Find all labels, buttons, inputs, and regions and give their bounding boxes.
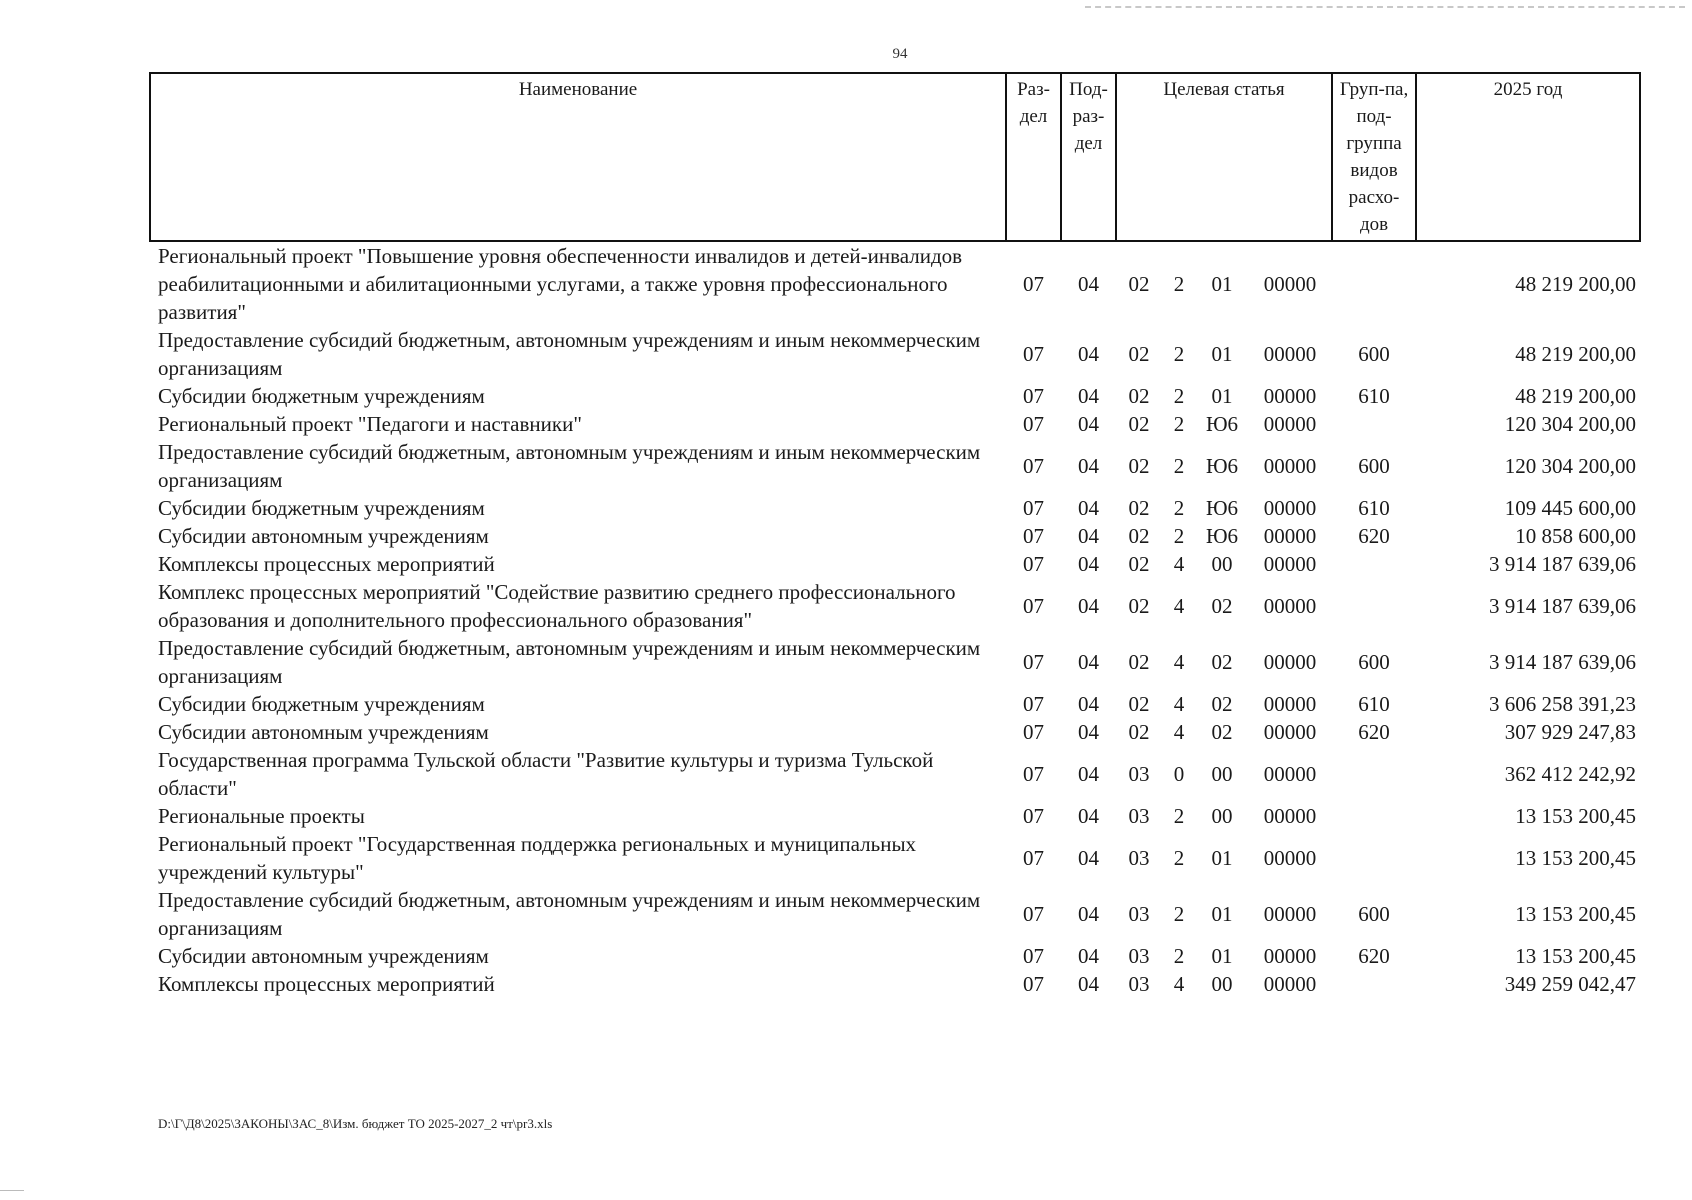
row-name: Предоставление субсидий бюджетным, автономным учреждениям и иным некоммерческим организациям — [158, 888, 981, 940]
row-name: Региональный проект "Повышение уровня обеспеченности инвалидов и детей-инвалидов реабилитационными и абилитационными услугами, а также уровня профессионального развития" — [158, 244, 963, 324]
row-podrazdel: 04 — [1078, 384, 1099, 408]
row-target-direction: 00000 — [1263, 454, 1317, 478]
row-razdel: 07 — [1023, 762, 1044, 786]
table-row — [150, 802, 1640, 830]
row-target-type: 4 — [1173, 594, 1185, 618]
row-target-type: 2 — [1173, 412, 1185, 436]
row-target-project: 01 — [1211, 384, 1233, 408]
row-podrazdel: 04 — [1078, 692, 1099, 716]
row-name: Субсидии автономным учреждениям — [158, 720, 489, 744]
row-target-type: 2 — [1173, 804, 1185, 828]
table-row — [150, 494, 1640, 522]
row-expense-group: 610 — [1358, 692, 1390, 716]
row-target-direction: 00000 — [1263, 944, 1317, 968]
row-name: Предоставление субсидий бюджетным, автономным учреждениям и иным некоммерческим организациям — [158, 328, 981, 380]
row-amount: 48 219 200,00 — [1515, 384, 1637, 408]
row-expense-group — [1332, 410, 1416, 438]
row-target-direction: 00000 — [1263, 692, 1317, 716]
row-target-project: 01 — [1211, 846, 1233, 870]
row-name: Региональные проекты — [158, 804, 365, 828]
row-expense-group — [1332, 578, 1416, 634]
row-razdel: 07 — [1023, 804, 1044, 828]
row-target-direction: 00000 — [1263, 384, 1317, 408]
row-amount: 13 153 200,45 — [1515, 902, 1637, 926]
row-target-project: 02 — [1211, 692, 1233, 716]
table-row — [150, 690, 1640, 718]
row-razdel: 07 — [1023, 524, 1044, 548]
row-target-program: 02 — [1128, 272, 1150, 296]
row-target-project: 01 — [1211, 342, 1233, 366]
row-target-type: 2 — [1173, 846, 1185, 870]
row-podrazdel: 04 — [1078, 902, 1099, 926]
row-target-program: 02 — [1128, 594, 1150, 618]
row-amount: 307 929 247,83 — [1504, 720, 1637, 744]
row-target-project: 00 — [1211, 762, 1233, 786]
row-name: Комплекс процессных мероприятий "Содействие развитию среднего профессионального образования и дополнительного профессионального образования" — [158, 580, 956, 632]
row-expense-group: 600 — [1358, 650, 1390, 674]
header-year: 2025 год — [1416, 73, 1640, 241]
row-target-program: 02 — [1128, 524, 1150, 548]
header-razdel: Раз-дел — [1006, 73, 1061, 241]
row-target-type: 4 — [1173, 972, 1185, 996]
header-name: Наименование — [150, 73, 1006, 241]
scan-artifact — [0, 1190, 24, 1191]
row-expense-group — [1332, 550, 1416, 578]
row-expense-group: 610 — [1358, 384, 1390, 408]
row-target-program: 02 — [1128, 650, 1150, 674]
row-expense-group: 620 — [1358, 524, 1390, 548]
row-name: Субсидии бюджетным учреждениям — [158, 384, 485, 408]
row-target-type: 2 — [1173, 902, 1185, 926]
row-target-program: 03 — [1128, 804, 1150, 828]
table-row — [150, 326, 1640, 382]
row-razdel: 07 — [1023, 552, 1044, 576]
row-target-program: 03 — [1128, 944, 1150, 968]
row-target-program: 02 — [1128, 552, 1150, 576]
row-target-type: 2 — [1173, 342, 1185, 366]
table-row — [150, 970, 1640, 998]
row-podrazdel: 04 — [1078, 762, 1099, 786]
row-target-type: 2 — [1173, 384, 1185, 408]
row-amount: 10 858 600,00 — [1515, 524, 1637, 548]
row-target-direction: 00000 — [1263, 972, 1317, 996]
row-amount: 3 914 187 639,06 — [1489, 594, 1637, 618]
table-row — [150, 634, 1640, 690]
row-target-direction: 00000 — [1263, 720, 1317, 744]
row-podrazdel: 04 — [1078, 804, 1099, 828]
row-razdel: 07 — [1023, 384, 1044, 408]
row-target-direction: 00000 — [1263, 846, 1317, 870]
header-group: Груп-па, под-группа видов расхо-дов — [1332, 73, 1416, 241]
row-amount: 13 153 200,45 — [1515, 804, 1637, 828]
row-target-type: 2 — [1173, 944, 1185, 968]
row-name: Субсидии автономным учреждениям — [158, 944, 489, 968]
row-name: Комплексы процессных мероприятий — [158, 552, 495, 576]
row-razdel: 07 — [1023, 496, 1044, 520]
row-target-program: 02 — [1128, 342, 1150, 366]
row-target-type: 2 — [1173, 454, 1185, 478]
row-target-direction: 00000 — [1263, 650, 1317, 674]
row-target-direction: 00000 — [1263, 412, 1317, 436]
row-expense-group — [1332, 802, 1416, 830]
row-target-direction: 00000 — [1263, 524, 1317, 548]
row-target-program: 03 — [1128, 762, 1150, 786]
row-expense-group — [1332, 830, 1416, 886]
table-row — [150, 942, 1640, 970]
row-podrazdel: 04 — [1078, 720, 1099, 744]
row-podrazdel: 04 — [1078, 412, 1099, 436]
row-target-project: Ю6 — [1205, 412, 1239, 436]
row-target-project: 01 — [1211, 944, 1233, 968]
row-podrazdel: 04 — [1078, 342, 1099, 366]
row-target-project: Ю6 — [1205, 524, 1239, 548]
header-target: Целевая статья — [1116, 73, 1332, 241]
row-expense-group: 600 — [1358, 342, 1390, 366]
row-amount: 13 153 200,45 — [1515, 846, 1637, 870]
row-target-program: 02 — [1128, 496, 1150, 520]
row-expense-group: 620 — [1358, 944, 1390, 968]
row-target-project: 01 — [1211, 902, 1233, 926]
row-podrazdel: 04 — [1078, 552, 1099, 576]
row-razdel: 07 — [1023, 692, 1044, 716]
row-razdel: 07 — [1023, 720, 1044, 744]
row-target-project: 02 — [1211, 720, 1233, 744]
row-target-direction: 00000 — [1263, 762, 1317, 786]
row-podrazdel: 04 — [1078, 972, 1099, 996]
row-target-direction: 00000 — [1263, 342, 1317, 366]
budget-table — [149, 72, 1641, 998]
row-razdel: 07 — [1023, 846, 1044, 870]
row-amount: 3 606 258 391,23 — [1489, 692, 1637, 716]
table-header — [150, 73, 1640, 241]
file-path-footer: D:\Г\Д8\2025\ЗАКОНЫ\ЗАС_8\Изм. бюджет ТО 2025-2027_2 чт\pr3.xls — [158, 1116, 553, 1131]
row-amount: 362 412 242,92 — [1504, 762, 1637, 786]
table-body — [150, 241, 1640, 998]
row-expense-group: 600 — [1358, 454, 1390, 478]
row-name: Региональный проект "Педагоги и наставники" — [158, 412, 582, 436]
row-target-project: Ю6 — [1205, 496, 1239, 520]
table-row — [150, 578, 1640, 634]
row-podrazdel: 04 — [1078, 846, 1099, 870]
table-row — [150, 522, 1640, 550]
row-podrazdel: 04 — [1078, 454, 1099, 478]
row-target-direction: 00000 — [1263, 272, 1317, 296]
row-razdel: 07 — [1023, 594, 1044, 618]
row-name: Субсидии автономным учреждениям — [158, 524, 489, 548]
row-target-type: 4 — [1173, 720, 1185, 744]
row-amount: 109 445 600,00 — [1504, 496, 1637, 520]
scan-artifact — [1085, 6, 1685, 10]
row-podrazdel: 04 — [1078, 594, 1099, 618]
row-expense-group: 620 — [1358, 720, 1390, 744]
row-amount: 48 219 200,00 — [1515, 272, 1637, 296]
row-name: Субсидии бюджетным учреждениям — [158, 496, 485, 520]
header-podrazdel: Под-раз-дел — [1061, 73, 1116, 241]
row-target-project: 00 — [1211, 552, 1233, 576]
row-razdel: 07 — [1023, 902, 1044, 926]
table-row — [150, 746, 1640, 802]
row-expense-group: 610 — [1358, 496, 1390, 520]
row-name: Предоставление субсидий бюджетным, автономным учреждениям и иным некоммерческим организациям — [158, 636, 981, 688]
row-podrazdel: 04 — [1078, 272, 1099, 296]
row-target-program: 02 — [1128, 412, 1150, 436]
row-target-type: 2 — [1173, 524, 1185, 548]
row-name: Региональный проект "Государственная поддержка региональных и муниципальных учреждений культуры" — [158, 832, 917, 884]
row-amount: 3 914 187 639,06 — [1489, 552, 1637, 576]
row-razdel: 07 — [1023, 454, 1044, 478]
row-razdel: 07 — [1023, 342, 1044, 366]
row-target-program: 02 — [1128, 720, 1150, 744]
row-amount: 349 259 042,47 — [1504, 972, 1637, 996]
table-row — [150, 382, 1640, 410]
row-target-type: 4 — [1173, 692, 1185, 716]
table-row — [150, 550, 1640, 578]
row-target-program: 02 — [1128, 384, 1150, 408]
row-razdel: 07 — [1023, 272, 1044, 296]
row-amount: 3 914 187 639,06 — [1489, 650, 1637, 674]
row-expense-group — [1332, 970, 1416, 998]
table-row — [150, 241, 1640, 326]
row-podrazdel: 04 — [1078, 496, 1099, 520]
row-podrazdel: 04 — [1078, 524, 1099, 548]
row-amount: 48 219 200,00 — [1515, 342, 1637, 366]
row-razdel: 07 — [1023, 944, 1044, 968]
row-name: Государственная программа Тульской области "Развитие культуры и туризма Тульской области" — [158, 748, 934, 800]
row-target-program: 03 — [1128, 972, 1150, 996]
table-row — [150, 886, 1640, 942]
row-name: Субсидии бюджетным учреждениям — [158, 692, 485, 716]
row-target-direction: 00000 — [1263, 552, 1317, 576]
row-target-program: 03 — [1128, 902, 1150, 926]
row-target-direction: 00000 — [1263, 804, 1317, 828]
row-amount: 13 153 200,45 — [1515, 944, 1637, 968]
row-target-type: 0 — [1173, 762, 1185, 786]
row-target-project: 02 — [1211, 650, 1233, 674]
row-target-project: 02 — [1211, 594, 1233, 618]
page-number: 94 — [892, 46, 908, 62]
row-amount: 120 304 200,00 — [1504, 454, 1637, 478]
row-name: Предоставление субсидий бюджетным, автономным учреждениям и иным некоммерческим организациям — [158, 440, 981, 492]
row-target-program: 02 — [1128, 454, 1150, 478]
row-razdel: 07 — [1023, 412, 1044, 436]
row-razdel: 07 — [1023, 650, 1044, 674]
row-target-direction: 00000 — [1263, 496, 1317, 520]
row-target-program: 02 — [1128, 692, 1150, 716]
table-row — [150, 438, 1640, 494]
row-target-type: 4 — [1173, 552, 1185, 576]
row-target-project: Ю6 — [1205, 454, 1239, 478]
row-target-project: 01 — [1211, 272, 1233, 296]
table-row — [150, 830, 1640, 886]
row-expense-group — [1332, 241, 1416, 326]
table-row — [150, 410, 1640, 438]
row-name: Комплексы процессных мероприятий — [158, 972, 495, 996]
row-podrazdel: 04 — [1078, 650, 1099, 674]
row-target-type: 2 — [1173, 272, 1185, 296]
row-amount: 120 304 200,00 — [1504, 412, 1637, 436]
row-target-type: 4 — [1173, 650, 1185, 674]
row-target-type: 2 — [1173, 496, 1185, 520]
row-target-program: 03 — [1128, 846, 1150, 870]
row-expense-group — [1332, 746, 1416, 802]
row-razdel: 07 — [1023, 972, 1044, 996]
row-target-project: 00 — [1211, 972, 1233, 996]
row-target-direction: 00000 — [1263, 594, 1317, 618]
row-target-direction: 00000 — [1263, 902, 1317, 926]
table-row — [150, 718, 1640, 746]
row-expense-group: 600 — [1358, 902, 1390, 926]
row-podrazdel: 04 — [1078, 944, 1099, 968]
row-target-project: 00 — [1211, 804, 1233, 828]
